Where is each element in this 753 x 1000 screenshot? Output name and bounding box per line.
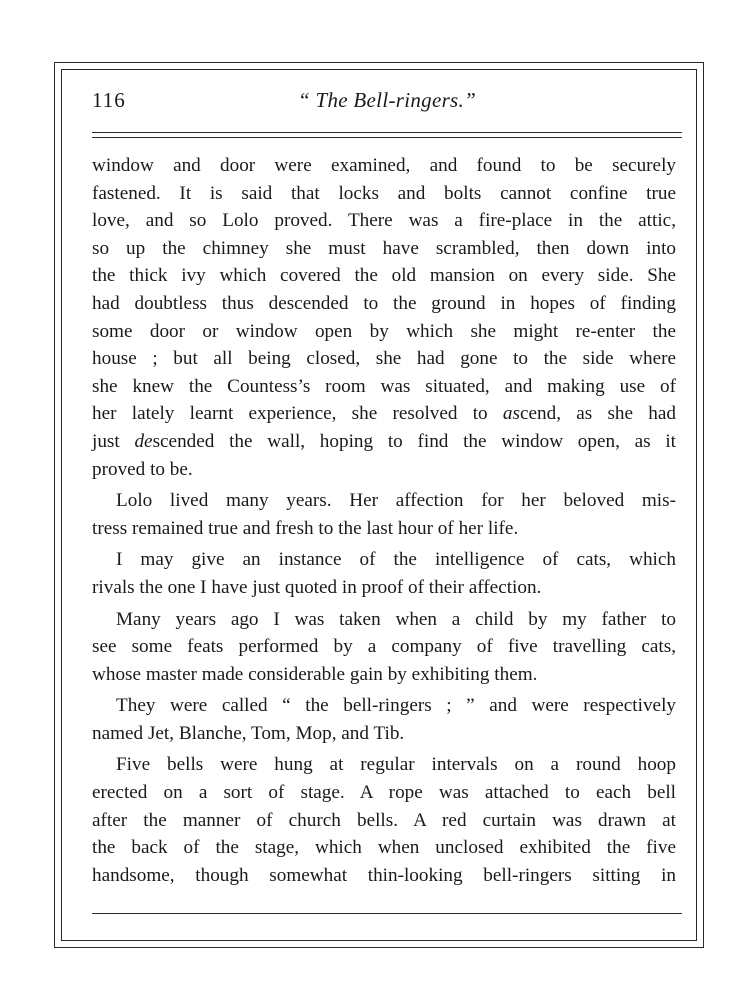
text-line: Five bells were hung at regular intervals on a round hoop (116, 754, 676, 776)
text-line: house ; but all being closed, she had gone to the side where (92, 348, 676, 370)
text-line: some door or window open by which she might re-enter the (92, 320, 676, 342)
text-line: the thick ivy which covered the old mansion on every side. She (92, 265, 676, 287)
text-line: They were called “ the bell-ringers ; ” and were respectively (116, 695, 676, 717)
paragraph (92, 751, 676, 889)
text-line: love, and so Lolo proved. There was a fire-place in the attic, (92, 210, 676, 232)
text-line: her lately learnt experience, she resolved to ascend, as she had (92, 403, 676, 425)
text-line: rivals the one I have just quoted in proof of their affection. (92, 576, 542, 598)
paragraph (92, 606, 676, 689)
text-line: I may give an instance of the intelligence of cats, which (116, 549, 676, 571)
paragraph (92, 152, 676, 483)
text-line: fastened. It is said that locks and bolts cannot confine true (92, 182, 676, 204)
text-line: after the manner of church bells. A red curtain was drawn at (92, 809, 676, 831)
text-line: Lolo lived many years. Her affection for her beloved mis- (116, 490, 676, 512)
text-line: had doubtless thus descended to the ground in hopes of finding (92, 292, 676, 314)
text-line: she knew the Countess’s room was situated, and making use of (92, 375, 676, 397)
header-rule-thick (92, 132, 682, 133)
paragraph (92, 546, 676, 601)
footer-rule (92, 913, 682, 914)
text-line: just descended the wall, hoping to find the window open, as it (92, 430, 676, 452)
text-line: handsome, though somewhat thin-looking bell-ringers sitting in (92, 864, 676, 886)
text-line: whose master made considerable gain by exhibiting them. (92, 663, 538, 685)
text-line: tress remained true and fresh to the last hour of her life. (92, 517, 519, 539)
page-header (92, 88, 682, 118)
text-line: see some feats performed by a company of five travelling cats, (92, 636, 676, 658)
body-text (92, 152, 676, 889)
header-rule-thin (92, 137, 682, 138)
paragraph (92, 692, 676, 747)
text-line: Many years ago I was taken when a child by my father to (116, 608, 676, 630)
text-line: so up the chimney she must have scrambled, then down into (92, 237, 676, 259)
page-number: 116 (92, 88, 126, 112)
text-line: window and door were examined, and found to be securely (92, 155, 676, 176)
text-line: the back of the stage, which when unclosed exhibited the five (92, 837, 676, 859)
text-line: erected on a sort of stage. A rope was attached to each bell (92, 782, 676, 804)
text-line: named Jet, Blanche, Tom, Mop, and Tib. (92, 722, 405, 744)
text-line: proved to be. (92, 458, 193, 480)
running-title: “ The Bell-ringers.” (297, 88, 477, 112)
paragraph (92, 487, 676, 542)
